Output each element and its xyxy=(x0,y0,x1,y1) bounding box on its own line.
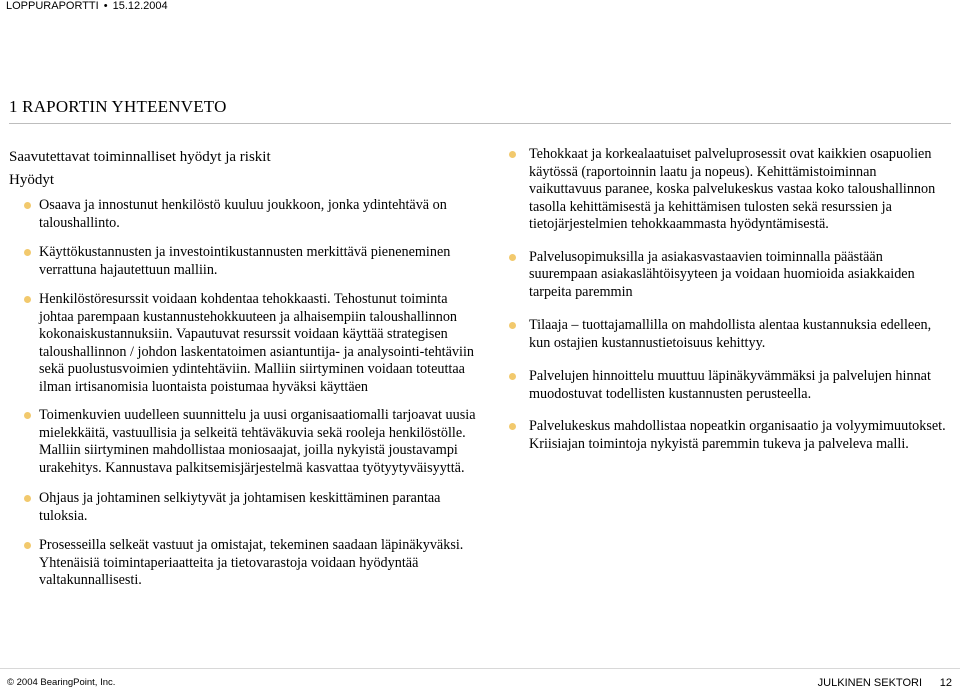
list-item-text: Käyttökustannusten ja investointikustannusten merkittävä pieneneminen verrattuna hajautettuun malliin. xyxy=(39,244,451,278)
list-item xyxy=(508,368,948,403)
list-item xyxy=(508,146,948,234)
bullet-icon xyxy=(24,495,31,502)
copyright-text: © 2004 BearingPoint, Inc. xyxy=(7,677,116,688)
bullet-icon xyxy=(509,254,516,261)
list-item-text: Henkilöstöresurssit voidaan kohdentaa tehokkaasti. Tehostunut toiminta johtaa parempaan kustannustehokkuuteen ja alhaisempiin taloushallinnon kokonaiskustannuksiin. Vapautuvat resurssit voidaan käyttää strategisen taloushallinnon / johdon laskentatoimen asiantuntija- ja analysointi-tehtäviin sekä puolustusvoimien ydintehtäviin. Malliin siirtyminen voidaan toteuttaa ilman irtisanomisia luontaista poistumaa hyväksi käyttäen xyxy=(39,291,474,395)
list-item xyxy=(9,407,479,477)
subheading-benefits: Hyödyt xyxy=(9,172,54,188)
list-item xyxy=(9,490,479,525)
benefits-list-right xyxy=(508,146,948,453)
bullet-icon xyxy=(509,423,516,430)
list-item xyxy=(9,197,479,232)
page-footer xyxy=(0,676,960,690)
list-item xyxy=(508,249,948,302)
right-column xyxy=(508,146,948,467)
subheading-benefits-risks: Saavutettavat toiminnalliset hyödyt ja riskit xyxy=(9,149,271,165)
list-item xyxy=(9,537,479,590)
bullet-icon xyxy=(24,542,31,549)
bullet-icon xyxy=(509,151,516,158)
bullet-icon xyxy=(509,322,516,329)
list-item-text: Osaava ja innostunut henkilöstö kuuluu joukkoon, jonka ydintehtävä on taloushallinto. xyxy=(39,197,447,231)
bullet-icon xyxy=(509,373,516,380)
list-item-text: Palvelusopimuksilla ja asiakasvastaavien toiminnalla päästään suurempaan asiakaslähtöisyyteen ja voidaan huomioida asiakkaiden tarpeita paremmin xyxy=(529,248,915,300)
page-number: 12 xyxy=(939,677,952,689)
report-name: LOPPURAPORTTI xyxy=(6,0,99,12)
list-item xyxy=(9,291,479,396)
list-item-text: Tehokkaat ja korkealaatuiset palveluprosessit ovat kaikkien osapuolien käytössä (raportoinnin laatu ja nopeus). Kehittämistoiminnan vaikuttavuus paranee, koska palvelukeskus vastaa koko taloushallinnon tasolla kehittämisestä ja kehittämisen tulosten sekä resurssien ja tietojärjestelmien tehokkaammasta hyödyntämisestä. xyxy=(529,146,936,232)
list-item-text: Prosesseilla selkeät vastuut ja omistajat, tekeminen saadaan läpinäkyväksi. Yhtenäisiä toimintaperiaatteita ja tietovarastoja voidaan hyödyntää valtakunnallisesti. xyxy=(39,537,464,588)
bullet-icon xyxy=(24,249,31,256)
bullet-icon xyxy=(24,412,31,419)
report-date: 15.12.2004 xyxy=(112,0,168,12)
list-item-text: Ohjaus ja johtaminen selkiytyvät ja johtamisen keskittäminen parantaa tuloksia. xyxy=(39,490,441,524)
footer-divider xyxy=(0,668,960,669)
bullet-icon xyxy=(24,296,31,303)
sector-label: JULKINEN SEKTORI xyxy=(817,677,922,689)
title-divider xyxy=(9,123,951,124)
list-item-text: Palvelujen hinnoittelu muuttuu läpinäkyvämmäksi ja palvelujen hinnat muodostuvat todellisten kustannusten perusteella. xyxy=(529,368,931,402)
list-item xyxy=(9,244,479,279)
list-item-text: Palvelukeskus mahdollistaa nopeatkin organisaatio ja volyymimuutokset. Kriisiajan toimintoja nykyistä paremmin tukeva ja palveleva malli. xyxy=(529,418,946,452)
list-item xyxy=(508,418,948,453)
list-item-text: Toimenkuvien uudelleen suunnittelu ja uusi organisaatiomalli tarjoavat uusia mielekkäitä, vastuullisia ja selkeitä tehtäväkuvia sekä rooleja henkilöstölle. Malliin siirtyminen mahdollistaa moniosaajat, joilla nykyistä joustavampi urakehitys. Kannustava palkitsemisjärjestelmä kasvattaa työtyytyväisyyttä. xyxy=(39,407,476,476)
section-title: 1 RAPORTIN YHTEENVETO xyxy=(9,97,227,116)
list-item-text: Tilaaja – tuottajamallilla on mahdollista alentaa kustannuksia edelleen, kun ostajien kustannustietoisuus kehittyy. xyxy=(529,317,932,351)
running-header xyxy=(0,0,960,13)
bullet-icon xyxy=(24,202,31,209)
benefits-list-left xyxy=(9,197,479,590)
left-column xyxy=(9,148,479,590)
list-item xyxy=(508,317,948,352)
header-separator: • xyxy=(103,0,108,12)
